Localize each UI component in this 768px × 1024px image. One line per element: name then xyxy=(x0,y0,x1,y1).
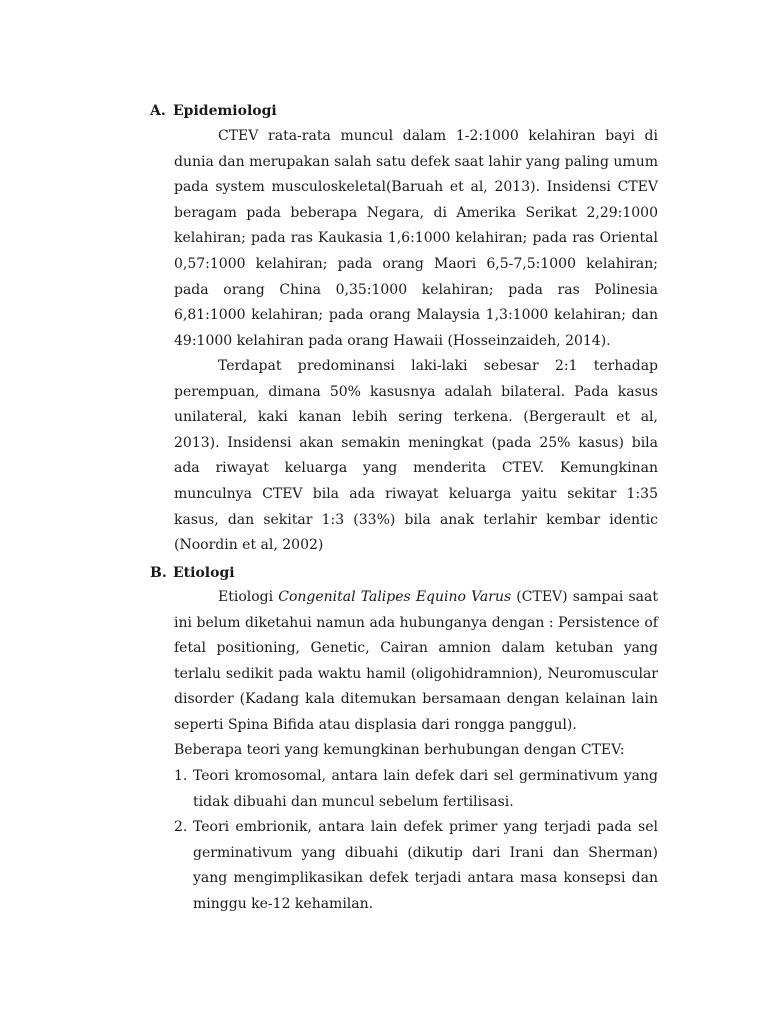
paragraph-text-italic: Congenital Talipes Equino Varus xyxy=(278,589,512,605)
section-title: Etiologi xyxy=(173,565,235,581)
list-item xyxy=(174,764,658,815)
paragraph xyxy=(174,354,658,559)
list-item-number: 2. xyxy=(174,819,188,836)
theory-list xyxy=(174,764,658,918)
paragraph-text: CTEV rata-rata muncul dalam 1-2:1000 kelahiran bayi di dunia dan merupakan salah satu defek saat lahir yang paling umum pada system musculoskeletal(Baruah et al, 2013). Insidensi CTEV beragam pada beberapa Negara, di Amerika Serikat 2,29:1000 kelahiran; pada ras Kaukasia 1,6:1000 kelahiran; pada ras Oriental 0,57:1000 kelahiran; pada orang Maori 6,5-7,5:1000 kelahiran; pada orang China 0,35:1000 kelahiran; pada ras Polinesia 6,81:1000 kelahiran; pada orang Malaysia 1,3:1000 kelahiran; dan 49:1000 kelahiran pada orang Hawaii (Hosseinzaideh, 2014). xyxy=(174,128,658,349)
paragraph-text: Terdapat predominansi laki-laki sebesar 2:1 terhadap perempuan, dimana 50% kasusnya adalah bilateral. Pada kasus unilateral, kaki kanan lebih sering terkena. (Bergerault et al, 2013). Insidensi akan semakin meningkat (pada 25% kasus) bila ada riwayat keluarga yang menderita CTEV. Kemungkinan munculnya CTEV bila ada riwayat keluarga yaitu sekitar 1:35 kasus, dan sekitar 1:3 (33%) bila anak terlahir kembar identic (Noordin et al, 2002) xyxy=(174,358,658,554)
paragraph-text-end: (CTEV) sampai saat ini belum diketahui namun ada hubunganya dengan : Persistence of fetal positioning, Genetic, Cairan amnion dalam ketuban yang terlalu sedikit pada waktu hamil (oligohidramnion), Neuromuscular disorder (Kadang kala ditemukan bersamaan dengan kelainan lain seperti Spina Bifida atau displasia dari rongga panggul). xyxy=(174,589,658,733)
list-item-number: 1. xyxy=(174,768,188,784)
section-number: A. xyxy=(150,103,166,119)
section-title: Epidemiologi xyxy=(173,103,277,119)
list-item-text: Teori embrionik, antara lain defek primer yang terjadi pada sel germinativum yang dibuahi (dikutip dari Irani dan Sherman) yang mengimplikasikan defek terjadi antara masa konsepsi dan minggu ke-12 kehamilan. xyxy=(193,819,658,912)
section-heading-etiologi xyxy=(150,563,235,583)
list-item xyxy=(174,815,658,917)
list-item-text: Teori kromosomal, antara lain defek dari sel germinativum yang tidak dibuahi dan muncul sebelum fertilisasi. xyxy=(193,768,658,810)
section-number: B. xyxy=(150,565,167,581)
paragraph xyxy=(174,585,658,739)
paragraph-text-start: Etiologi xyxy=(218,589,279,605)
list-intro: Beberapa teori yang kemungkinan berhubungan dengan CTEV: xyxy=(174,742,625,758)
section-heading-epidemiologi xyxy=(150,101,277,121)
paragraph xyxy=(174,124,658,354)
